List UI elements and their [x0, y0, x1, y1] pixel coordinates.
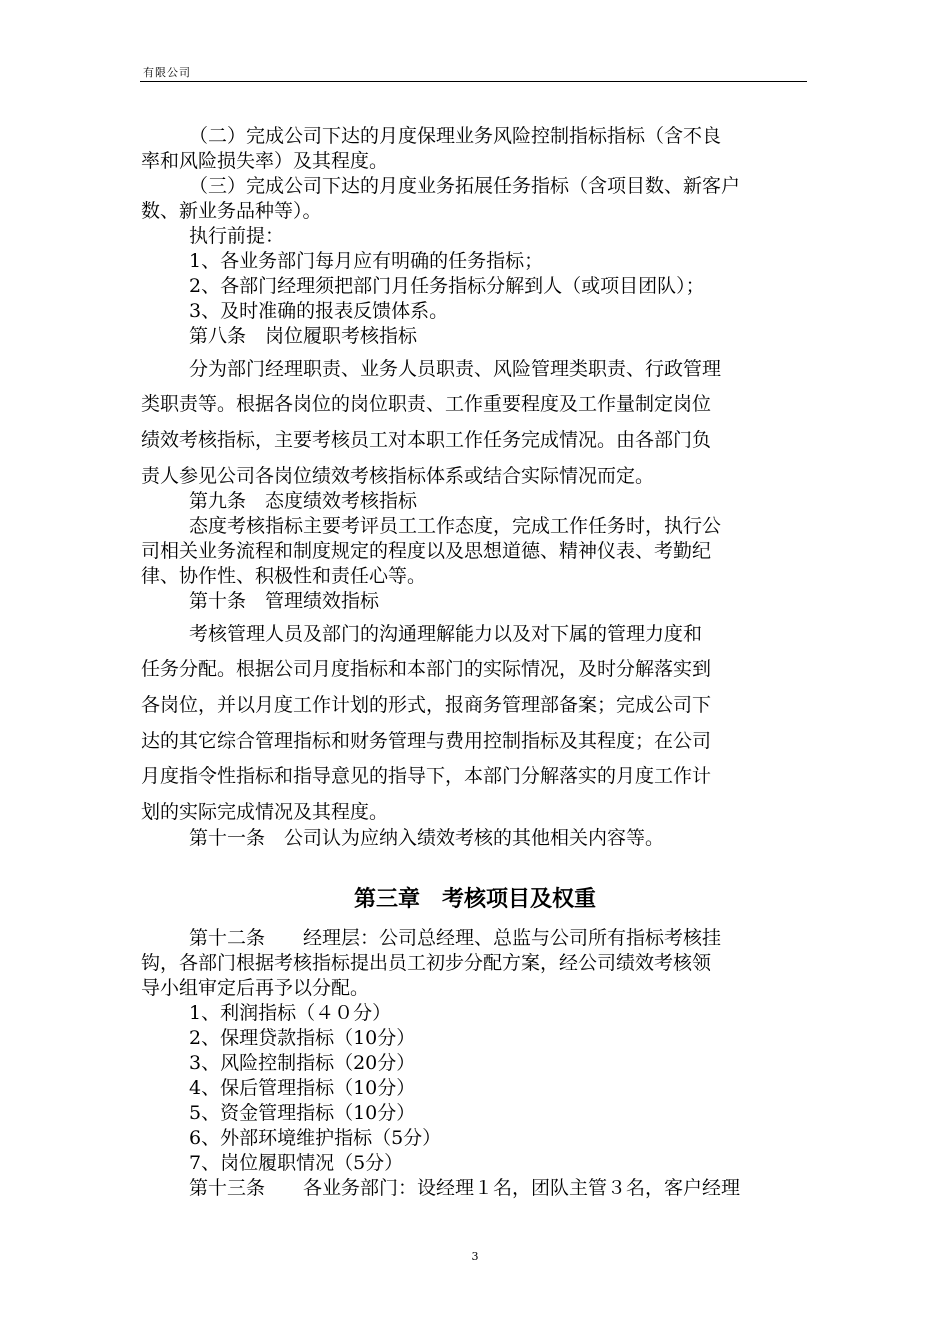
text-line: 2、各部门经理须把部门月任务指标分解到人（或项目团队）；	[189, 275, 705, 297]
text-line: 第十三条 各业务部门：设经理１名，团队主管３名，客户经理	[189, 1177, 741, 1199]
text-line: 态度考核指标主要考评员工工作态度，完成工作任务时，执行公	[189, 515, 722, 537]
text-line: 导小组审定后再予以分配。	[141, 977, 370, 999]
text-line: 任务分配。根据公司月度指标和本部门的实际情况，及时分解落实到	[141, 658, 712, 680]
text-line: 律、协作性、积极性和责任心等。	[141, 565, 427, 587]
text-line: 率和风险损失率）及其程度。	[141, 150, 389, 172]
text-line: （三）完成公司下达的月度业务拓展任务指标（含项目数、新客户	[189, 175, 741, 197]
list-item: 7、岗位履职情况（5分）	[189, 1152, 404, 1174]
article-heading: 第八条 岗位履职考核指标	[189, 325, 418, 347]
text-line: 绩效考核指标，主要考核员工对本职工作任务完成情况。由各部门负	[141, 429, 712, 451]
list-item: 5、资金管理指标（10分）	[189, 1102, 416, 1124]
text-line: 3、及时准确的报表反馈体系。	[189, 300, 449, 322]
text-line: 司相关业务流程和制度规定的程度以及思想道德、精神仪表、考勤纪	[141, 540, 712, 562]
article-heading: 第九条 态度绩效考核指标	[189, 490, 418, 512]
chapter-title: 第三章 考核项目及权重	[353, 887, 596, 912]
list-item: 6、外部环境维护指标（5分）	[189, 1127, 442, 1149]
text-line: 划的实际完成情况及其程度。	[141, 801, 389, 823]
text-line: （二）完成公司下达的月度保理业务风险控制指标指标（含不良	[189, 125, 722, 147]
text-line: 1、各业务部门每月应有明确的任务指标；	[189, 250, 544, 272]
article-heading: 第十条 管理绩效指标	[189, 590, 380, 612]
article-heading: 第十一条 公司认为应纳入绩效考核的其他相关内容等。	[189, 827, 665, 849]
text-line: 达的其它综合管理指标和财务管理与费用控制指标及其程度；在公司	[141, 730, 712, 752]
text-line: 各岗位，并以月度工作计划的形式，报商务管理部备案；完成公司下	[141, 694, 712, 716]
text-line: 月度指令性指标和指导意见的指导下，本部门分解落实的月度工作计	[141, 765, 712, 787]
text-line: 考核管理人员及部门的沟通理解能力以及对下属的管理力度和	[189, 623, 703, 645]
header-company: 有限公司	[143, 66, 191, 79]
list-item: 2、保理贷款指标（10分）	[189, 1027, 416, 1049]
text-line: 执行前提：	[189, 225, 285, 247]
text-line: 钩，各部门根据考核指标提出员工初步分配方案，经公司绩效考核领	[141, 952, 712, 974]
text-line: 第十二条 经理层：公司总经理、总监与公司所有指标考核挂	[189, 927, 722, 949]
list-item: 4、保后管理指标（10分）	[189, 1077, 416, 1099]
text-line: 责人参见公司各岗位绩效考核指标体系或结合实际情况而定。	[141, 465, 655, 487]
text-line: 数、新业务品种等）。	[141, 200, 322, 222]
list-item: 3、风险控制指标（20分）	[189, 1052, 416, 1074]
list-item: 1、利润指标（４０分）	[189, 1002, 392, 1024]
page-number: 3	[471, 1250, 479, 1263]
text-line: 分为部门经理职责、业务人员职责、风险管理类职责、行政管理	[189, 358, 722, 380]
header-rule	[140, 81, 807, 82]
text-line: 类职责等。根据各岗位的岗位职责、工作重要程度及工作量制定岗位	[141, 393, 712, 415]
